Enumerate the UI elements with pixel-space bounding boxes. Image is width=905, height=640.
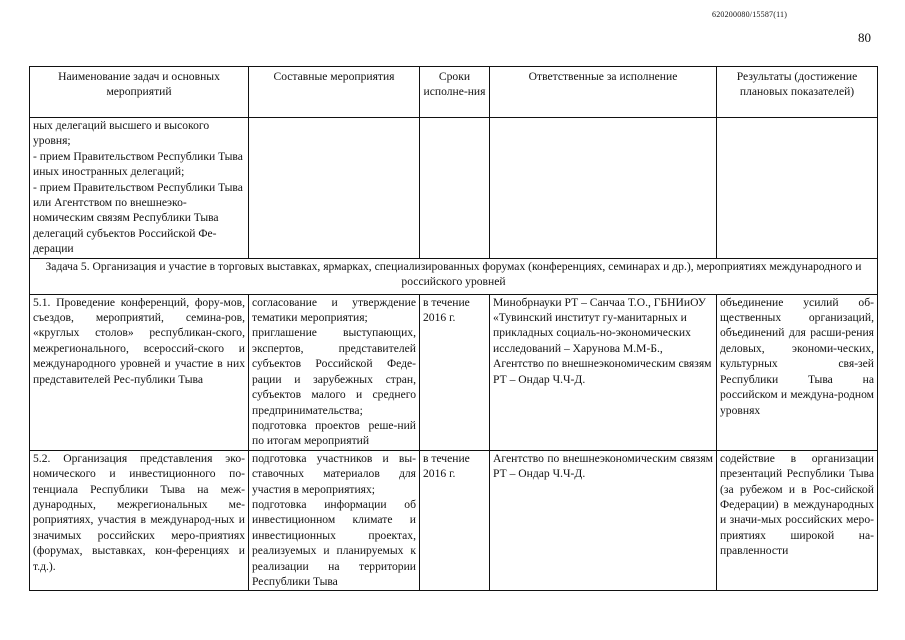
cell-task-name: 5.1. Проведение конференций, фору-мов, съездов, мероприятий, семина-ров, «круглых столов» республикан-ского, межрегионального, всероссий-ского и международного уровней и участие в них представителей Рес-публики Тыва — [30, 294, 249, 450]
table-row — [30, 450, 878, 591]
cell-empty — [249, 118, 420, 259]
header-terms: Сроки исполне-ния — [420, 67, 490, 118]
page-number: 80 — [858, 30, 871, 45]
cell-result: объединение усилий об-щественных организаций, объединений для расши-рения деловых, экономи-ческих, культурных свя-зей Республики Тыва на российском и междуна-родном уровнях — [717, 294, 878, 450]
table-row — [30, 294, 878, 450]
cell-responsible: Минобрнауки РТ – Санчаа Т.О., ГБНИиОУ «Тувинский институт гу-манитарных и прикладных социаль-но-экономических исследований – Харунова М.М-Б., Агентство по внешнеэкономическим связям РТ – Ондар Ч.Ч-Д. — [490, 294, 717, 450]
task-row — [30, 258, 878, 294]
cell-activities: согласование и утверждение тематики мероприятия; приглашение выступающих, экспертов, представителей субъектов Российской Феде-рации и зарубежных стран, субъектов малого и среднего предпринимательства; подготовка проектов реше-ний по итогам мероприятий — [249, 294, 420, 450]
cell-responsible: Агентство по внешнеэкономическим связям РТ – Ондар Ч.Ч-Д. — [490, 450, 717, 591]
header-activities: Составные мероприятия — [249, 67, 420, 118]
cell-result: содействие в организации презентаций Республики Тыва (за рубежом и в Рос-сийской Федерации) в международных и значи-мых российских меро-приятиях широкой на-правленности — [717, 450, 878, 591]
header-tasks: Наименование задач и основных мероприятий — [30, 67, 249, 118]
cell-activities: подготовка участников и вы-ставочных материалов для участия в мероприятиях; подготовка информации об инвестиционном климате и инвестиционных проектах, реализуемых и планируемых к реализации на территории Республики Тыва — [249, 450, 420, 591]
document-code: 620200080/15587(11) — [712, 10, 788, 19]
header-responsible: Ответственные за исполнение — [490, 67, 717, 118]
cell-term: в течение 2016 г. — [420, 294, 490, 450]
cell-empty — [717, 118, 878, 259]
cell-continuation-name: ных делегаций высшего и высокого уровня; - прием Правительством Республики Тыва иных иностранных делегаций; - прием Правительством Республики Тыва или Агентством по внешнеэко-номическим связям Республики Тыва делегаций субъектов Российской Фе-дерации — [30, 118, 249, 259]
cell-empty — [420, 118, 490, 259]
task-5-heading: Задача 5. Организация и участие в торговых выставках, ярмарках, специализированных форумах (конференциях, семинарах и др.), мероприятиях международного и российского уровней — [30, 258, 878, 294]
cell-empty — [490, 118, 717, 259]
plan-table — [29, 66, 878, 591]
table-row-continuation — [30, 118, 878, 259]
cell-task-name: 5.2. Организация представления эко-номического и инвестиционного по-тенциала Республики Тыва на меж-дународных, межрегиональных ме-роприятиях, участия в международ-ных и значимых российских меро-приятиях (форумах, выставках, кон-ференциях и т.д.). — [30, 450, 249, 591]
cell-term: в течение 2016 г. — [420, 450, 490, 591]
header-results: Результаты (достижение плановых показателей) — [717, 67, 878, 118]
table-header-row — [30, 67, 878, 118]
